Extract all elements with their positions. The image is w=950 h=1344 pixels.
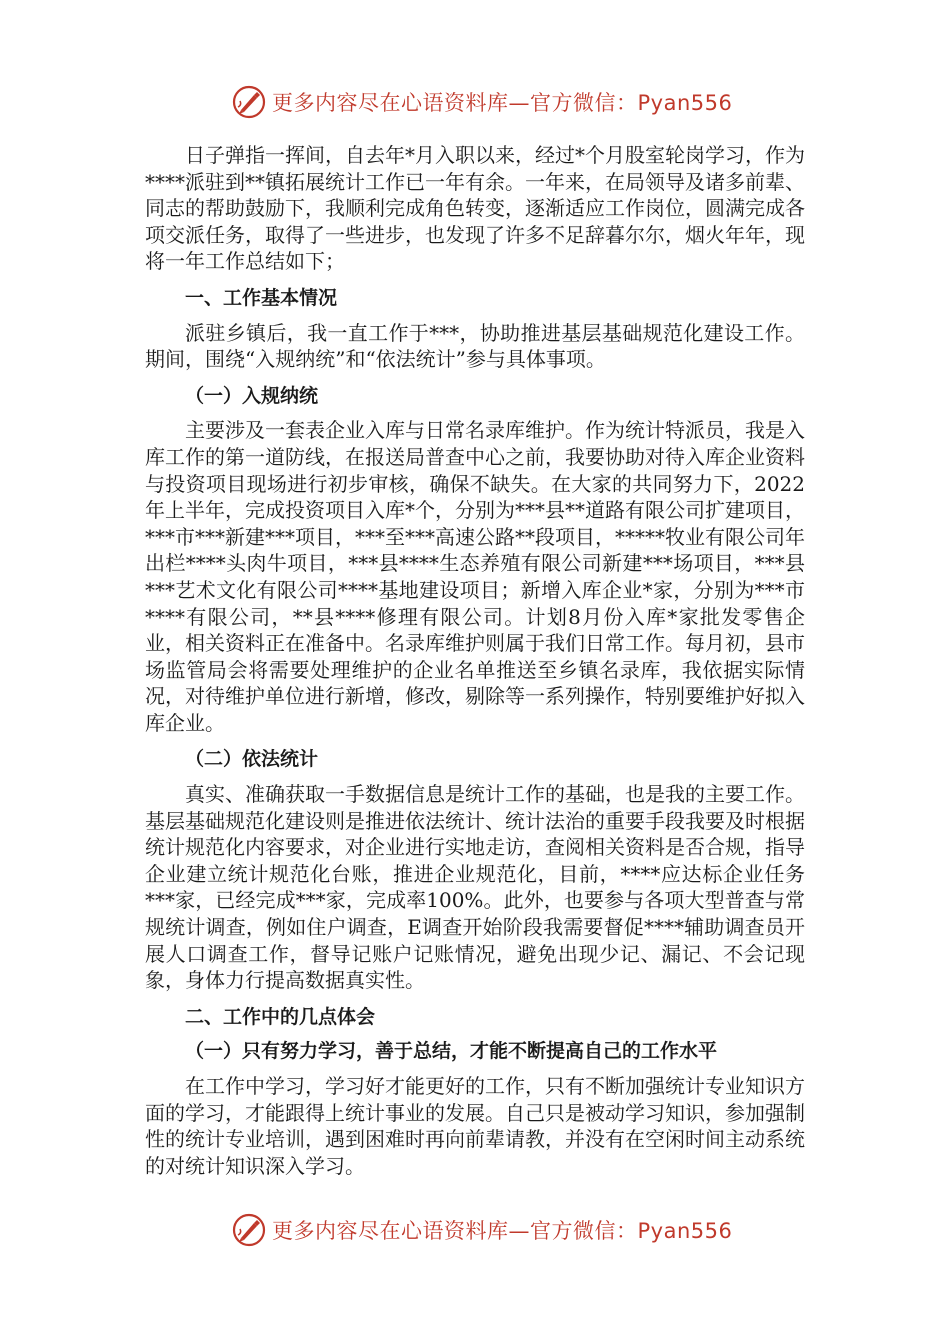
section-1-heading: 一、工作基本情况	[185, 286, 338, 309]
pen-nib-logo-icon	[232, 1213, 266, 1247]
intro-paragraph: 日子弹指一挥间，自去年*月入职以来，经过*个月股室轮岗学习，作为****派驻到**镇拓展统计工作已一年有余。一年来，在局领导及诸多前辈、同志的帮助鼓励下，我顺利完成角色转变，逐渐适应工作岗位，圆满完成各项交派任务，取得了一些进步，也发现了许多不足辞暮尔尔，烟火年年，现将一年工作总结如下；	[145, 143, 805, 274]
banner-text: 更多内容尽在心语资料库—官方微信：Pyan556	[272, 91, 733, 115]
section-1-intro: 派驻乡镇后，我一直工作于***，协助推进基层基础规范化建设工作。期间，围绕“入规纳统”和“依法统计”参与具体事项。	[145, 320, 805, 372]
section-1-sub-1-body: 主要涉及一套表企业入库与日常名录库维护。作为统计特派员，我是入库工作的第一道防线，在报送局普查中心之前，我要协助对待入库企业资料与投资项目现场进行初步审核，确保不缺失。在大家的共同努力下，2022年上半年，完成投资项目入库*个，分别为***县**道路有限公司扩建项目，***市***新建***项目，***至***高速公路**段项目，*****牧业有限公司年出栏****头肉牛项目，***县****生态养殖有限公司新建***场项目，***县***艺术文化有限公司****基地建设项目；新增入库企业*家，分别为***市****有限公司，**县****修理有限公司。计划8月份入库*家批发零售企业，相关资料正在准备中。名录库维护则属于我们日常工作。每月初，县市场监管局会将需要处理维护的企业名单推送至乡镇名录库，我依据实际情况，对待维护单位进行新增，修改，剔除等一系列操作，特别要维护好拟入库企业。	[145, 418, 805, 735]
pen-nib-logo-icon	[232, 85, 266, 119]
section-2-sub-1-heading: （一）只有努力学习，善于总结，才能不断提高自己的工作水平	[185, 1040, 718, 1063]
section-1-sub-1-heading: （一）入规纳统	[185, 384, 319, 407]
document-body	[145, 142, 805, 1179]
section-2-sub-1-body: 在工作中学习，学习好才能更好的工作，只有不断加强统计专业知识方面的学习，才能跟得上统计事业的发展。自己只是被动学习知识，参加强制性的统计专业培训，遇到困难时再向前辈请教，并没有在空闲时间主动系统的对统计知识深入学习。	[145, 1074, 805, 1178]
section-1-sub-2-body: 真实、准确获取一手数据信息是统计工作的基础，也是我的主要工作。基层基础规范化建设则是推进依法统计、统计法治的重要手段我要及时根据统计规范化内容要求，对企业进行实地走访，查阅相关资料是否合规，指导企业建立统计规范化台账，推进企业规范化，目前，****应达标企业任务***家，已经完成***家，完成率100%。此外，也要参与各项大型普查与常规统计调查，例如住户调查，E调查开始阶段我需要督促****辅助调查员开展人口调查工作，督导记账户记账情况，避免出现少记、漏记、不会记现象，身体力行提高数据真实性。	[145, 782, 805, 993]
banner-text: 更多内容尽在心语资料库—官方微信：Pyan556	[272, 1219, 733, 1243]
section-1-sub-2-heading: （二）依法统计	[185, 748, 319, 771]
header-banner	[232, 82, 732, 122]
section-2-heading: 二、工作中的几点体会	[185, 1005, 376, 1028]
footer-banner	[232, 1210, 732, 1250]
